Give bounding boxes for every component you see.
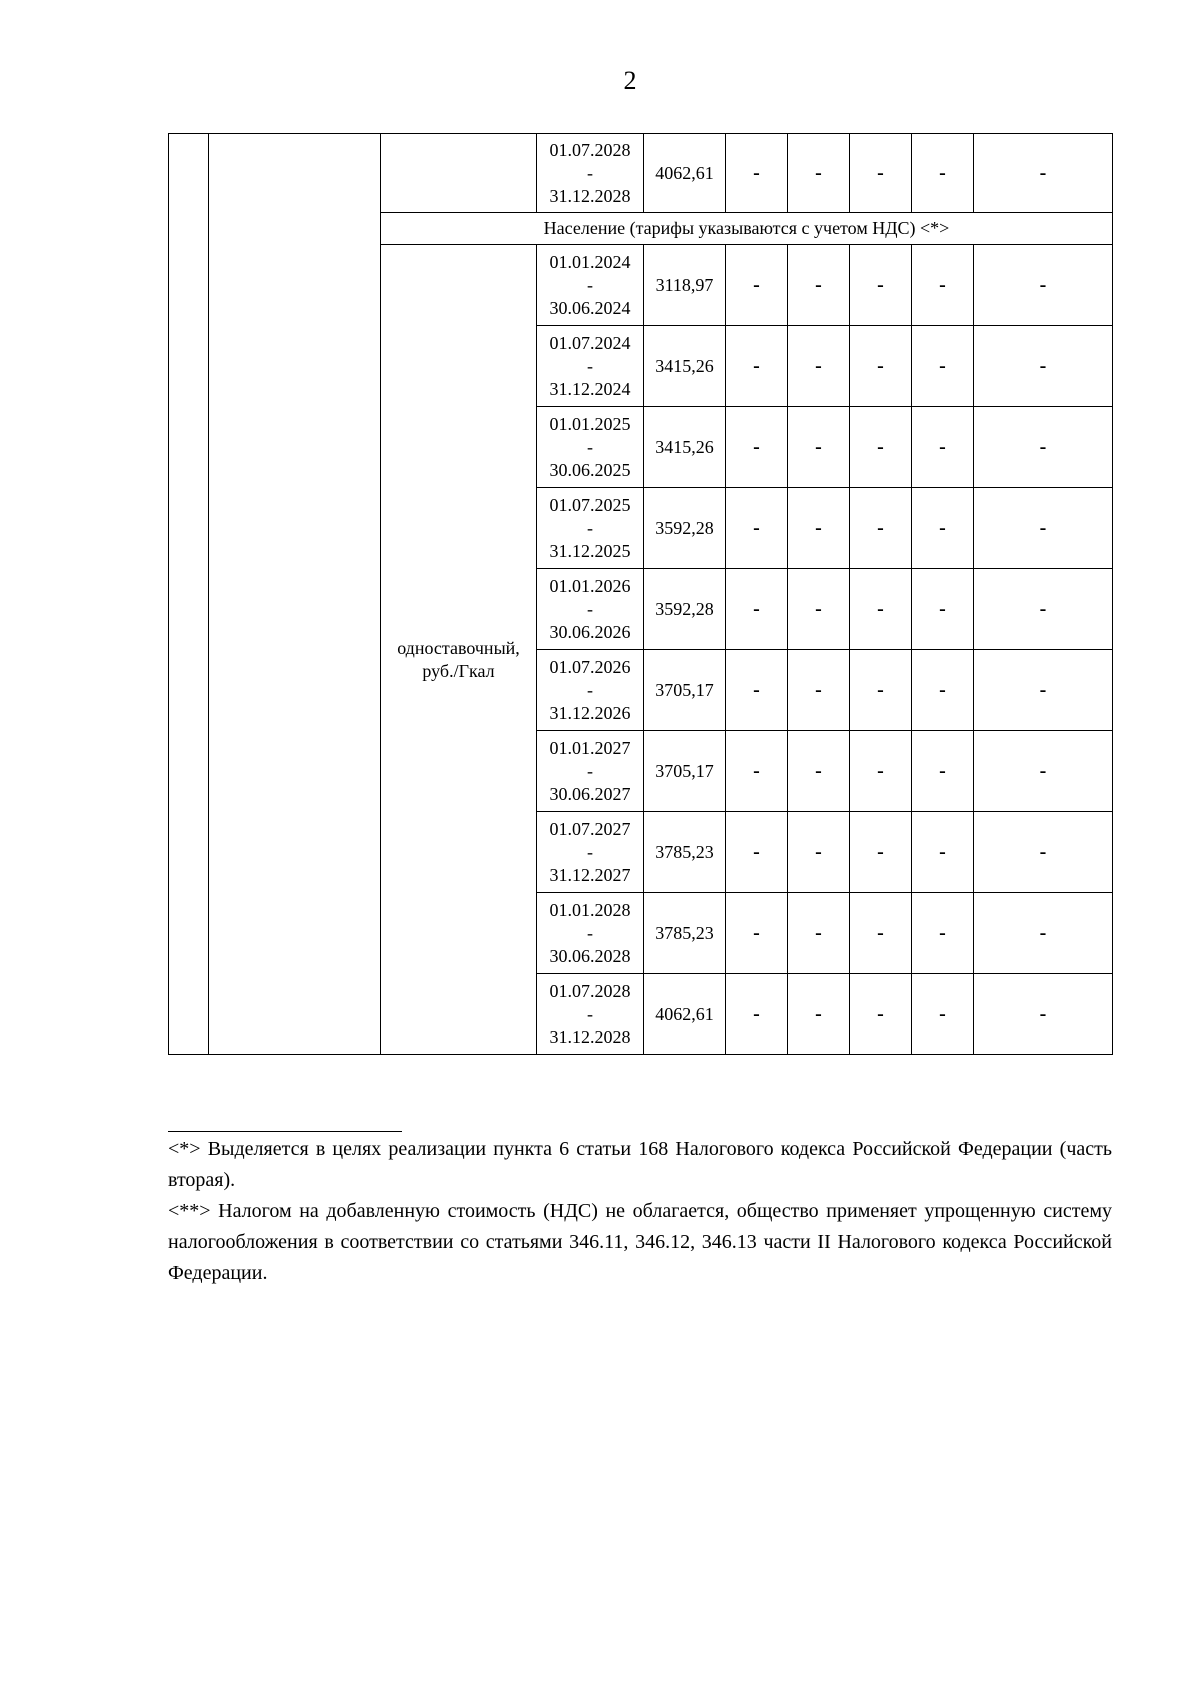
dash-cell: - bbox=[912, 245, 974, 326]
period-start: 01.01.2026 bbox=[549, 575, 631, 596]
page-number: 2 bbox=[623, 66, 637, 95]
price-cell: 4062,61 bbox=[644, 974, 726, 1055]
dash-cell: - bbox=[974, 650, 1113, 731]
dash-cell: - bbox=[974, 134, 1113, 213]
dash-cell: - bbox=[912, 134, 974, 213]
col1-empty-cell bbox=[169, 134, 209, 1055]
dash-cell: - bbox=[788, 407, 850, 488]
dash-cell: - bbox=[726, 974, 788, 1055]
dash-cell: - bbox=[726, 326, 788, 407]
period-end: 31.12.2028 bbox=[549, 185, 631, 206]
dash-cell: - bbox=[788, 488, 850, 569]
dash-cell: - bbox=[850, 134, 912, 213]
dash-cell: - bbox=[974, 569, 1113, 650]
period-sep: - bbox=[587, 517, 593, 538]
dash-cell: - bbox=[850, 488, 912, 569]
period-cell bbox=[537, 974, 644, 1055]
dash-cell: - bbox=[788, 650, 850, 731]
dash-cell: - bbox=[726, 134, 788, 213]
dash-cell: - bbox=[726, 893, 788, 974]
dash-cell: - bbox=[788, 893, 850, 974]
unit-empty-cell bbox=[381, 134, 537, 213]
dash-cell: - bbox=[726, 650, 788, 731]
dash-cell: - bbox=[974, 812, 1113, 893]
period-cell bbox=[537, 326, 644, 407]
period-end: 30.06.2028 bbox=[549, 945, 631, 966]
unit-cell bbox=[381, 245, 537, 1055]
dash-cell: - bbox=[850, 326, 912, 407]
price-cell: 3592,28 bbox=[644, 488, 726, 569]
dash-cell: - bbox=[726, 407, 788, 488]
dash-cell: - bbox=[788, 569, 850, 650]
dash-cell: - bbox=[788, 134, 850, 213]
dash-cell: - bbox=[850, 893, 912, 974]
dash-cell: - bbox=[912, 812, 974, 893]
price-cell: 3785,23 bbox=[644, 893, 726, 974]
dash-cell: - bbox=[850, 812, 912, 893]
period-sep: - bbox=[587, 760, 593, 781]
price-cell: 3705,17 bbox=[644, 731, 726, 812]
price-cell: 3592,28 bbox=[644, 569, 726, 650]
period-end: 30.06.2027 bbox=[549, 783, 631, 804]
footnotes bbox=[168, 1134, 1112, 1289]
dash-cell: - bbox=[912, 650, 974, 731]
period-start: 01.07.2028 bbox=[549, 139, 631, 160]
footnote-divider bbox=[168, 1131, 402, 1132]
dash-cell: - bbox=[912, 893, 974, 974]
period-cell bbox=[537, 134, 644, 213]
dash-cell: - bbox=[912, 569, 974, 650]
period-sep: - bbox=[587, 274, 593, 295]
period-start: 01.01.2025 bbox=[549, 413, 631, 434]
period-end: 30.06.2026 bbox=[549, 621, 631, 642]
period-start: 01.07.2024 bbox=[549, 332, 631, 353]
dash-cell: - bbox=[912, 731, 974, 812]
period-start: 01.01.2028 bbox=[549, 899, 631, 920]
period-sep: - bbox=[587, 922, 593, 943]
period-cell bbox=[537, 650, 644, 731]
period-cell bbox=[537, 488, 644, 569]
period-end: 30.06.2025 bbox=[549, 459, 631, 480]
dash-cell: - bbox=[974, 326, 1113, 407]
dash-cell: - bbox=[850, 407, 912, 488]
col2-empty-cell bbox=[209, 134, 381, 1055]
dash-cell: - bbox=[726, 488, 788, 569]
period-start: 01.01.2024 bbox=[549, 251, 631, 272]
dash-cell: - bbox=[788, 731, 850, 812]
period-end: 31.12.2028 bbox=[549, 1026, 631, 1047]
dash-cell: - bbox=[788, 974, 850, 1055]
dash-cell: - bbox=[974, 245, 1113, 326]
dash-cell: - bbox=[726, 245, 788, 326]
period-sep: - bbox=[587, 679, 593, 700]
period-cell bbox=[537, 407, 644, 488]
dash-cell: - bbox=[974, 488, 1113, 569]
period-start: 01.01.2027 bbox=[549, 737, 631, 758]
price-cell: 3785,23 bbox=[644, 812, 726, 893]
footnote-1: <*> Выделяется в целях реализации пункта 6 статьи 168 Налогового кодекса Российской Федерации (часть вторая). bbox=[168, 1138, 1112, 1191]
period-cell bbox=[537, 245, 644, 326]
period-sep: - bbox=[587, 841, 593, 862]
period-cell bbox=[537, 569, 644, 650]
dash-cell: - bbox=[850, 245, 912, 326]
dash-cell: - bbox=[788, 326, 850, 407]
period-end: 31.12.2026 bbox=[549, 702, 631, 723]
table-row-top bbox=[169, 134, 1113, 213]
dash-cell: - bbox=[912, 407, 974, 488]
period-cell bbox=[537, 812, 644, 893]
dash-cell: - bbox=[912, 974, 974, 1055]
period-cell bbox=[537, 731, 644, 812]
dash-cell: - bbox=[974, 407, 1113, 488]
price-cell: 4062,61 bbox=[644, 134, 726, 213]
period-start: 01.07.2027 bbox=[549, 818, 631, 839]
period-sep: - bbox=[587, 355, 593, 376]
period-sep: - bbox=[587, 162, 593, 183]
period-end: 31.12.2024 bbox=[549, 378, 631, 399]
dash-cell: - bbox=[974, 974, 1113, 1055]
group-header: Население (тарифы указываются с учетом НДС) <*> bbox=[381, 213, 1113, 245]
dash-cell: - bbox=[850, 974, 912, 1055]
period-start: 01.07.2028 bbox=[549, 980, 631, 1001]
price-cell: 3415,26 bbox=[644, 407, 726, 488]
period-start: 01.07.2025 bbox=[549, 494, 631, 515]
dash-cell: - bbox=[726, 812, 788, 893]
period-sep: - bbox=[587, 436, 593, 457]
price-cell: 3705,17 bbox=[644, 650, 726, 731]
dash-cell: - bbox=[850, 731, 912, 812]
dash-cell: - bbox=[850, 650, 912, 731]
period-end: 31.12.2027 bbox=[549, 864, 631, 885]
dash-cell: - bbox=[850, 569, 912, 650]
unit-label-line2: руб./Гкал bbox=[422, 660, 495, 681]
dash-cell: - bbox=[974, 893, 1113, 974]
table-body bbox=[169, 134, 1113, 1055]
period-end: 31.12.2025 bbox=[549, 540, 631, 561]
dash-cell: - bbox=[912, 488, 974, 569]
dash-cell: - bbox=[726, 731, 788, 812]
dash-cell: - bbox=[788, 245, 850, 326]
period-sep: - bbox=[587, 1003, 593, 1024]
dash-cell: - bbox=[912, 326, 974, 407]
dash-cell: - bbox=[788, 812, 850, 893]
dash-cell: - bbox=[726, 569, 788, 650]
dash-cell: - bbox=[974, 731, 1113, 812]
unit-label-line1: одноставочный, bbox=[397, 637, 520, 658]
price-cell: 3118,97 bbox=[644, 245, 726, 326]
period-end: 30.06.2024 bbox=[549, 297, 631, 318]
period-cell bbox=[537, 893, 644, 974]
tariff-table bbox=[168, 133, 1113, 1055]
period-sep: - bbox=[587, 598, 593, 619]
period-start: 01.07.2026 bbox=[549, 656, 631, 677]
price-cell: 3415,26 bbox=[644, 326, 726, 407]
footnote-2: <**> Налогом на добавленную стоимость (НДС) не облагается, общество применяет упрощенную систему налогообложения в соответствии со статьями 346.11, 346.12, 346.13 части II Налогового кодекса Российской Федерации. bbox=[168, 1200, 1112, 1284]
